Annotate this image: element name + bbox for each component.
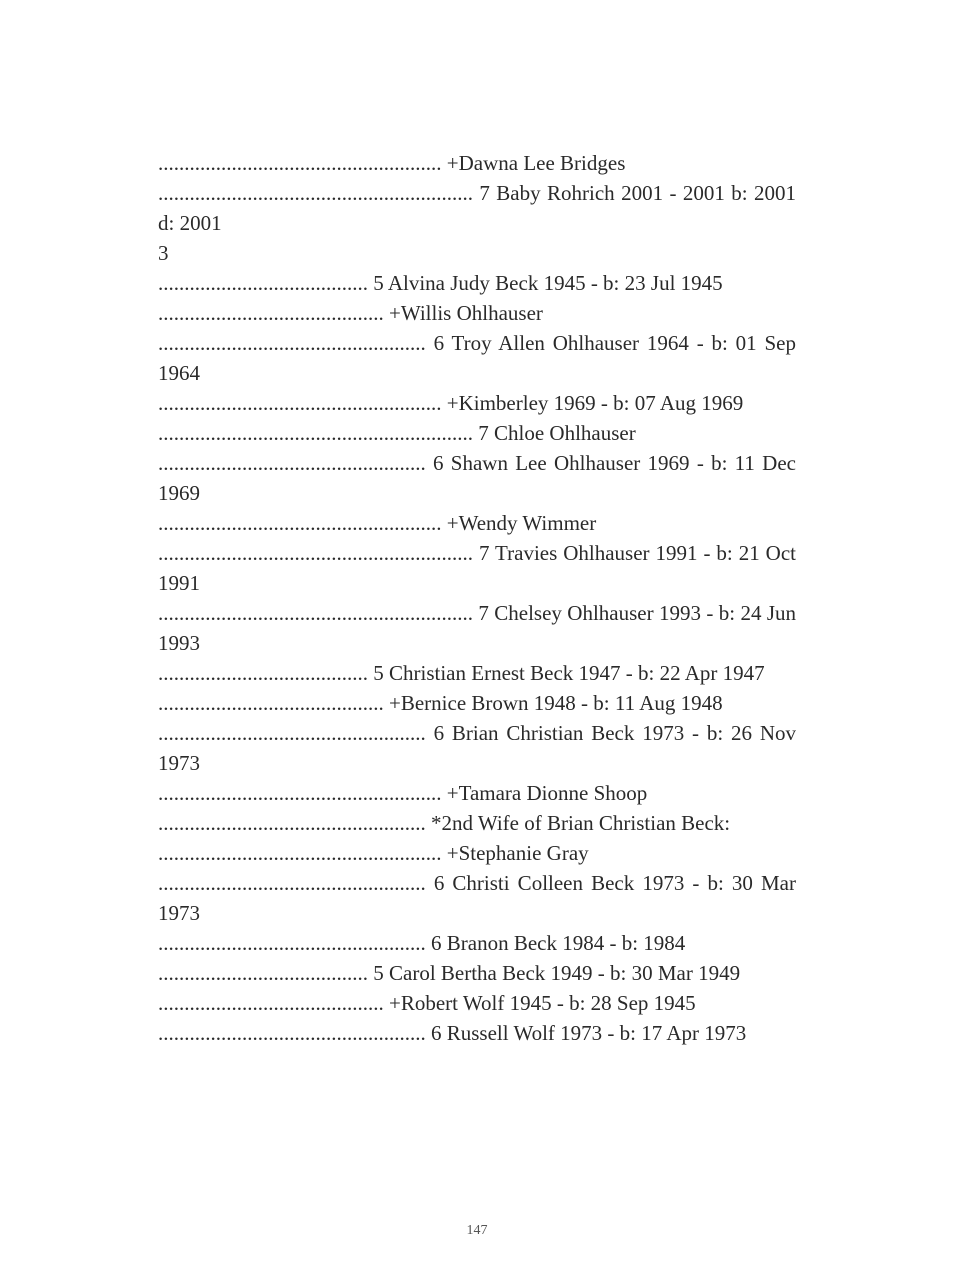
entry-line: ................................................... 6 Russell Wolf 1973 - b: 17 Apr 1973 (158, 1021, 747, 1045)
entry-line: ........................................ 5 Alvina Judy Beck 1945 - b: 23 Jul 1945 (158, 271, 723, 295)
entry-line: ........................................... +Bernice Brown 1948 - b: 11 Aug 1948 (158, 691, 723, 715)
entry-line: ............................................................ 7 Baby Rohrich 2001 - 2001 b: 2001 d: 2001 (158, 181, 796, 235)
genealogy-listing (158, 148, 796, 1048)
entry-line: ...................................................... +Stephanie Gray (158, 841, 589, 865)
entry-line: ........................................... +Willis Ohlhauser (158, 301, 543, 325)
entry-line: ................................................... 6 Troy Allen Ohlhauser 1964 - b: 01 Sep 1964 (158, 331, 796, 385)
entry-line: ................................................... 6 Branon Beck 1984 - b: 1984 (158, 931, 686, 955)
entry-line: ............................................................ 7 Travies Ohlhauser 1991 - b: 21 Oct 1991 (158, 541, 796, 595)
entry-line: ........................................ 5 Carol Bertha Beck 1949 - b: 30 Mar 1949 (158, 961, 741, 985)
entry-line: ........................................... +Robert Wolf 1945 - b: 28 Sep 1945 (158, 991, 696, 1015)
entry-line: ................................................... 6 Brian Christian Beck 1973 - b: 26 Nov 1973 (158, 721, 796, 775)
entry-line: ................................................... 6 Shawn Lee Ohlhauser 1969 - b: 11 Dec 1969 (158, 451, 796, 505)
entry-line: ................................................... *2nd Wife of Brian Christian Beck: (158, 811, 731, 835)
entry-line: ...................................................... +Tamara Dionne Shoop (158, 781, 648, 805)
entry-line: ...................................................... +Dawna Lee Bridges (158, 151, 626, 175)
entry-line: ...................................................... +Wendy Wimmer (158, 511, 597, 535)
entry-line: ............................................................ 7 Chelsey Ohlhauser 1993 - b: 24 Jun 1993 (158, 601, 796, 655)
entry-line: ............................................................ 7 Chloe Ohlhauser (158, 421, 636, 445)
entry-line: 3 (158, 241, 169, 265)
entry-line: ...................................................... +Kimberley 1969 - b: 07 Aug 1969 (158, 391, 744, 415)
entry-line: ................................................... 6 Christi Colleen Beck 1973 - b: 30 Mar 1973 (158, 871, 796, 925)
entry-line: ........................................ 5 Christian Ernest Beck 1947 - b: 22 Apr 1947 (158, 661, 765, 685)
page-number: 147 (466, 1223, 488, 1238)
